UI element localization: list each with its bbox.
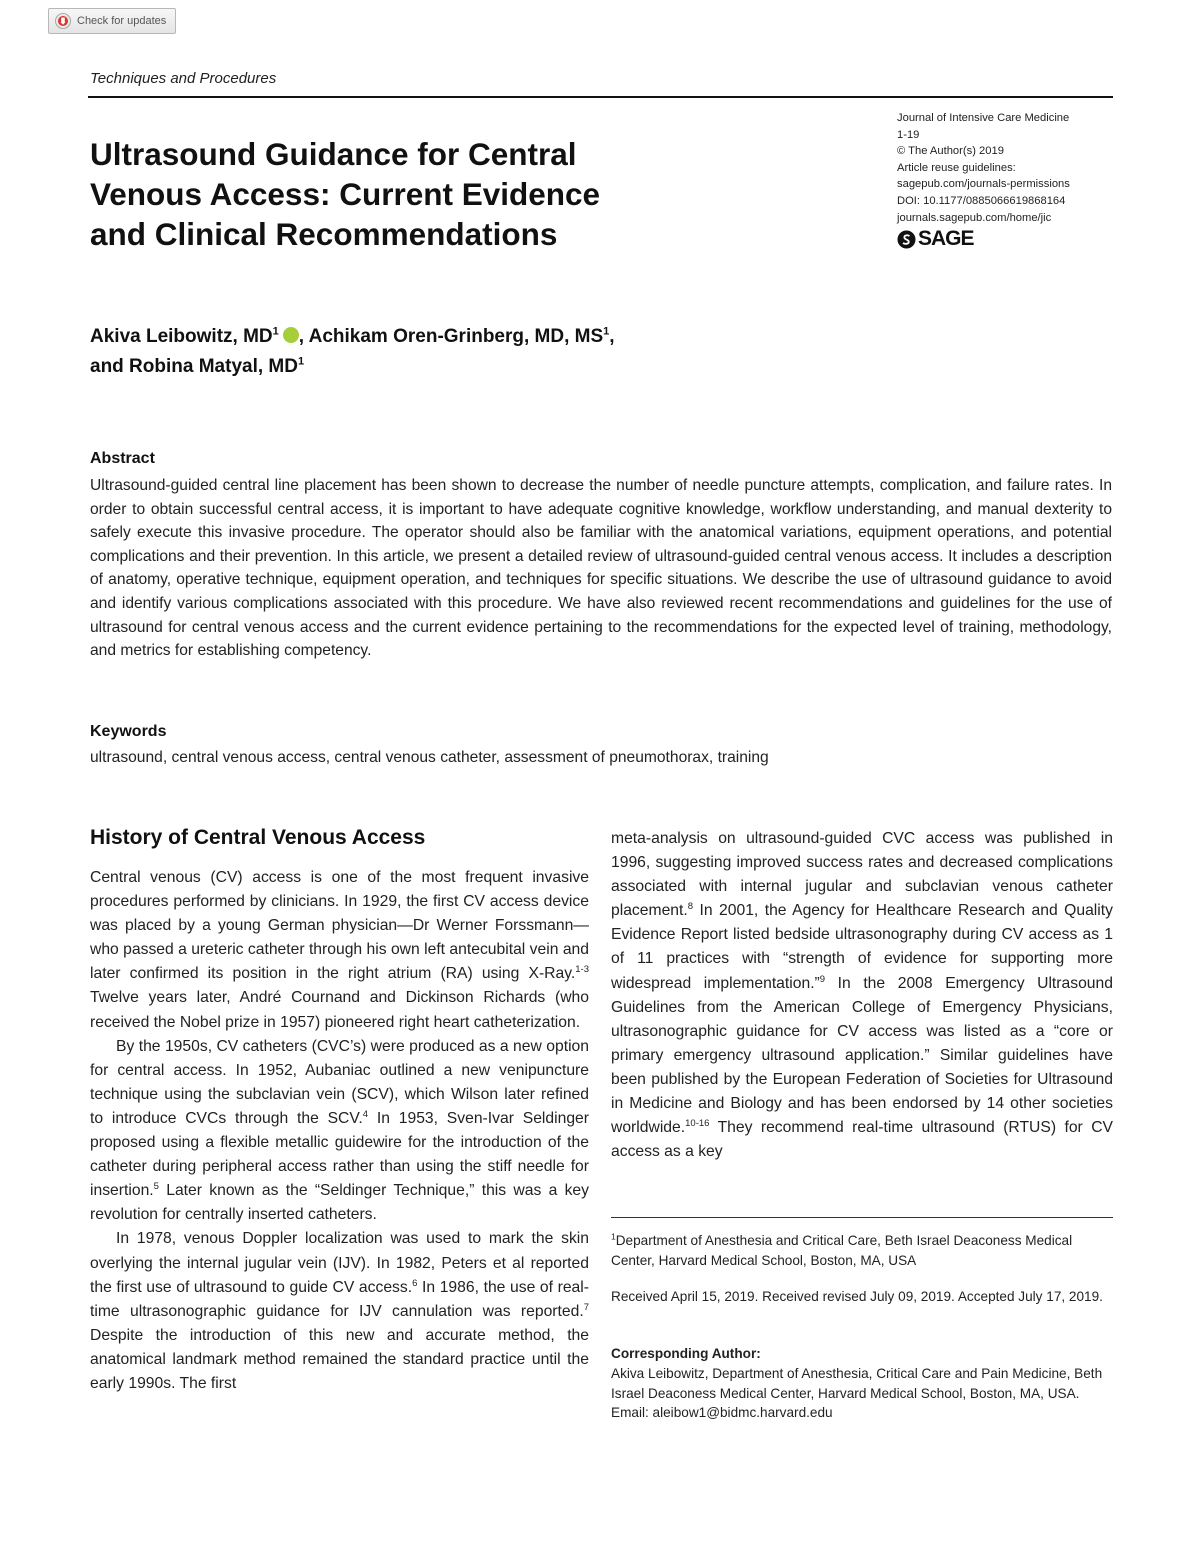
- affiliation-footnote: [611, 1231, 1113, 1271]
- reuse-guidelines: Article reuse guidelines:: [897, 161, 1016, 174]
- author-name: and Robina Matyal, MD: [90, 356, 298, 377]
- header-rule: [88, 96, 1113, 98]
- corresponding-author-text: Akiva Leibowitz, Department of Anesthesia, Critical Care and Pain Medicine, Beth Israel Deaconess Medical Center, Harvard Medical School, Boston, MA, USA.: [611, 1365, 1103, 1401]
- journal-pages: 1-19: [897, 128, 920, 141]
- section-label: Techniques and Procedures: [90, 70, 277, 87]
- keywords-text: ultrasound, central venous access, central venous catheter, assessment of pneumothorax, training: [90, 749, 769, 766]
- journal-homepage-link[interactable]: journals.sagepub.com/home/jic: [897, 211, 1052, 224]
- body-paragraph: Central venous (CV) access is one of the most frequent invasive procedures performed by clinicians. In 1929, the first CV access device was placed by a young German physician—Dr Werner Forssmann—who passed a ureteric catheter through his own left antecubital vein and later confirmed its position in the right atrium (RA) using X-Ray.$^{1-3}$ Twelve years later, André Cournand and Dickinson Richards (who received the Nobel prize in 1957) pioneered right heart catheterization.: [90, 869, 589, 1031]
- dates-footnote: [611, 1287, 1113, 1307]
- orcid-icon[interactable]: [283, 327, 299, 343]
- affiliation-marker: 1: [297, 355, 305, 368]
- title-line: Venous Access: Current Evidence: [90, 176, 601, 212]
- body-column-left: [90, 866, 589, 1396]
- affiliation-marker: 1: [603, 325, 610, 338]
- body-paragraph: In 1978, venous Doppler localization was used to mark the skin overlying the internal jugular vein (IJV). In 1982, Peters et al reported the first use of ultrasound to guide CV access.$^6$ In 1986, the use of real-time ultrasonographic guidance for IJV cannulation was reported.$^7$ Despite the introduction of this new and accurate method, the anatomical landmark method remained the standard practice until the early 1990s. The first: [90, 1230, 589, 1392]
- title-line: and Clinical Recommendations: [90, 216, 558, 252]
- citation-ref[interactable]: 10-16: [685, 1117, 710, 1129]
- check-updates-icon: [55, 13, 71, 29]
- title-line: Ultrasound Guidance for Central: [90, 136, 577, 172]
- affiliation-marker: 1: [611, 1231, 616, 1242]
- citation-ref[interactable]: 6: [412, 1277, 418, 1289]
- corresponding-author-heading: Corresponding Author:: [611, 1346, 761, 1361]
- citation-ref[interactable]: 5: [153, 1180, 159, 1192]
- check-for-updates-button[interactable]: [48, 8, 176, 34]
- journal-meta: [897, 110, 1117, 249]
- author-list: [90, 322, 810, 382]
- author-name: Akiva Leibowitz, MD: [90, 326, 273, 347]
- body-paragraph: By the 1950s, CV catheters (CVC’s) were produced as a new option for central access. In 1952, Aubaniac outlined a new venipuncture technique using the subclavian vein (SCV), which Wilson later refined to introduce CVCs through the SCV.$^4$ In 1953, Sven-Ivar Seldinger proposed using a flexible metallic guidewire for the introduction of the catheter during peripheral access rather than using the stiff needle for insertion.$^5$ Later known as the “Seldinger Technique,” this was a key revolution for centrally inserted catheters.: [90, 1037, 590, 1224]
- abstract-heading: Abstract: [90, 450, 155, 467]
- journal-name: Journal of Intensive Care Medicine: [897, 112, 1070, 124]
- citation-ref[interactable]: 9: [819, 973, 826, 985]
- permissions-link[interactable]: sagepub.com/journals-permissions: [897, 178, 1070, 191]
- author-separator: ,: [609, 326, 615, 347]
- body-paragraph: meta-analysis on ultrasound-guided CVC access was published in 1996, suggesting improved success rates and decreased complications associated with internal jugular and subclavian venous catheter placement.$^8$ In 2001, the Agency for Healthcare Research and Quality Evidence Report listed bedside ultrasonography during CV access as 1 of 11 practices with “strength of evidence for supporting more widespread implementation.”$^9$ In the 2008 Emergency Ultrasound Guidelines from the American College of Emergency Physicians, ultrasonographic guidance for CV access was listed as a “core or primary emergency ultrasound application.” Similar guidelines have been published by the European Federation of Societies for Ultrasound in Medicine and Biology and has been endorsed by 14 other societies worldwide.$^{10-16}$ They recommend real-time ultrasound (RTUS) for CV access as a key: [611, 830, 1113, 1161]
- keywords-heading: Keywords: [90, 723, 167, 740]
- footnote-rule: [611, 1217, 1113, 1218]
- author-name: , Achikam Oren-Grinberg, MD, MS: [298, 326, 604, 347]
- section-heading: History of Central Venous Access: [90, 826, 426, 849]
- doi[interactable]: DOI: 10.1177/0885066619868164: [897, 194, 1066, 207]
- sage-logo-icon: [897, 230, 916, 249]
- body-column-right: [611, 827, 1113, 1164]
- corresponding-author-block: [611, 1344, 1113, 1423]
- citation-ref[interactable]: 7: [583, 1301, 589, 1313]
- copyright: © The Author(s) 2019: [897, 145, 1004, 158]
- affiliation-text: Department of Anesthesia and Critical Care, Beth Israel Deaconess Medical Center, Harvard Medical School, Boston, MA, USA: [611, 1233, 1073, 1268]
- article-title: [90, 134, 730, 254]
- citation-ref[interactable]: 4: [362, 1108, 369, 1120]
- affiliation-marker: 1: [272, 325, 279, 338]
- check-for-updates-label: Check for updates: [77, 15, 167, 27]
- citation-ref[interactable]: 8: [687, 901, 694, 913]
- article-dates: Received April 15, 2019. Received revised July 09, 2019. Accepted July 17, 2019.: [611, 1289, 1103, 1304]
- sage-logo: [897, 227, 1117, 251]
- sage-wordmark: SAGE: [918, 227, 974, 251]
- citation-ref[interactable]: 1-3: [575, 964, 589, 976]
- abstract-text: Ultrasound-guided central line placement has been shown to decrease the number of needle puncture attempts, complication, and failure rates. In order to obtain successful central access, it is important to have adequate cognitive knowledge, workflow understanding, and manual dexterity to safely execute this invasive procedure. The operator should also be familiar with the anatomical variations, equipment operations, and potential complications and their prevention. In this article, we present a detailed review of ultrasound-guided central venous access. It includes a description of anatomy, operative technique, equipment operation, and techniques for specific situations. We describe the use of ultrasound guidance to avoid and identify various complications associated with this procedure. We have also reviewed recent recommendations and guidelines for the use of ultrasound for central venous access and the current evidence pertaining to the recommendations for the expected level of training, methodology, and metrics for establishing competency.: [90, 477, 1112, 660]
- corresponding-author-email[interactable]: Email: aleibow1@bidmc.harvard.edu: [611, 1405, 833, 1421]
